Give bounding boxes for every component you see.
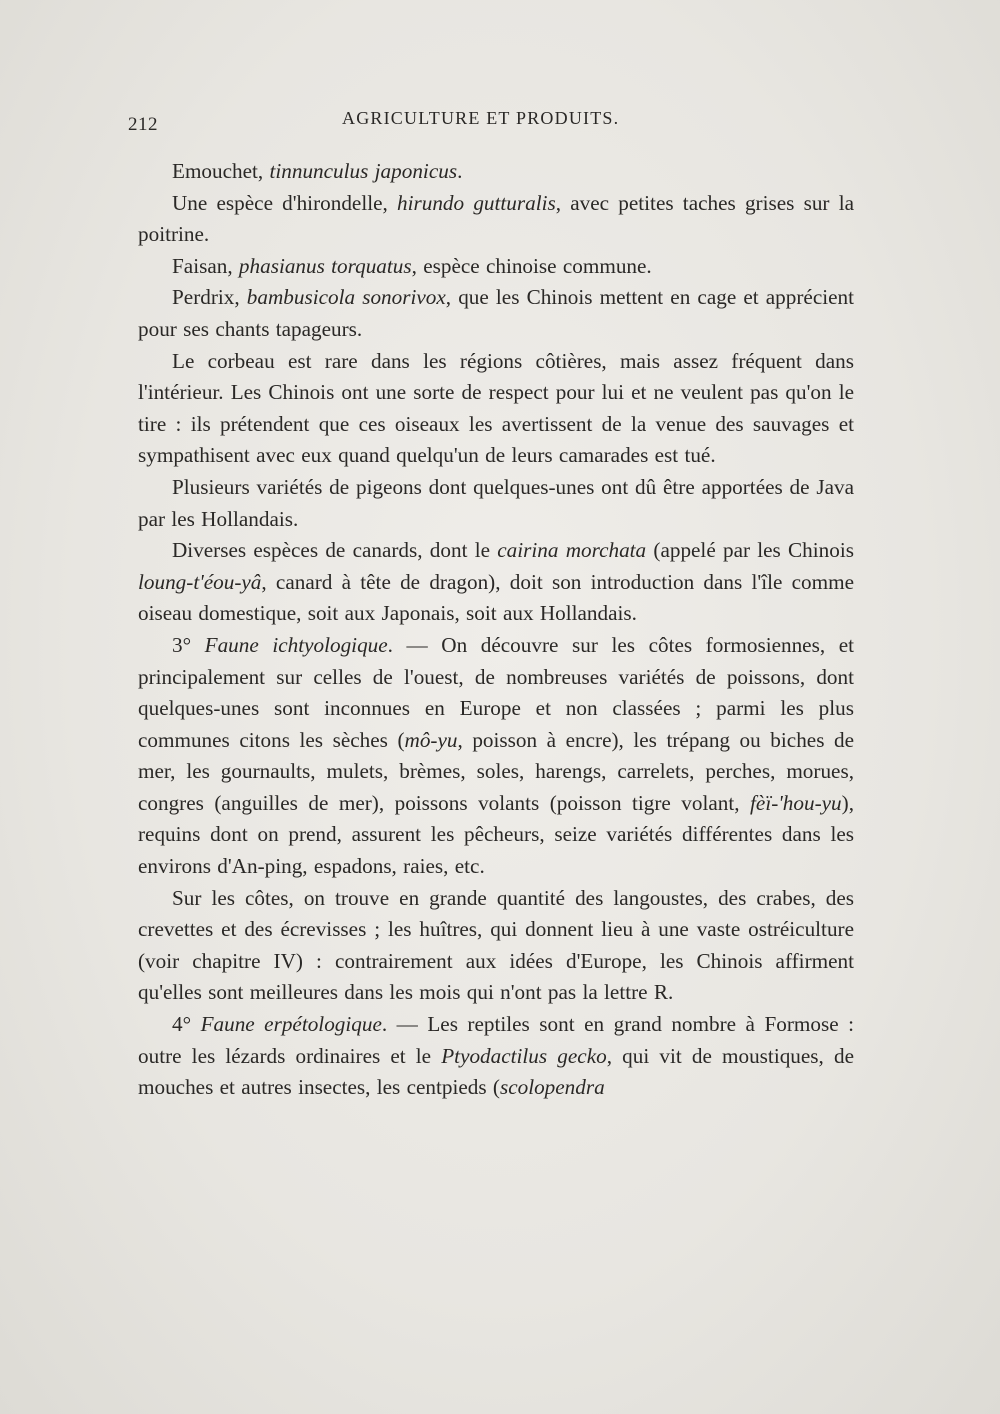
page-header <box>128 108 858 138</box>
paragraph-pigeons: Plusieurs variétés de pigeons dont quelques-unes ont dû être apportées de Java par les Hollandais. <box>138 474 854 531</box>
paragraph-corbeau: Le corbeau est rare dans les régions côtières, mais assez fréquent dans l'intérieur. Les Chinois ont une sorte de respect pour lui et ne veulent pas qu'on le tire : ils prétendent que ces oiseaux les avertissent de la venue des sauvages et sympathisent avec eux quand quelqu'un de leurs camarades est tué. <box>138 348 854 468</box>
paragraph-faune-ichtyologique: 3° Faune ichtyologique. — On découvre sur les côtes formosiennes, et principalement sur celles de l'ouest, de nombreuses variétés de poissons, dont quelques-unes sont inconnues en Europe et non classées ; parmi les plus communes citons les sèches (mô-yu, poisson à encre), les trépang ou biches de mer, les gournaults, mulets, brèmes, soles, harengs, carrelets, perches, morues, congres (anguilles de mer), poissons volants (poisson tigre volant, fèï-'hou-yu), requins dont on prend, assurent les pêcheurs, seize variétés différentes dans les environs d'An-ping, espadons, raies, etc. <box>138 632 854 879</box>
paragraph-perdrix: Perdrix, bambusicola sonorivox, que les Chinois mettent en cage et apprécient pour ses chants tapageurs. <box>138 285 854 341</box>
body-text <box>138 156 854 1104</box>
paragraph-faisan: Faisan, phasianus torquatus, espèce chinoise commune. <box>172 253 652 278</box>
paragraph-emouchet: Emouchet, tinnunculus japonicus. <box>172 159 463 183</box>
running-title: AGRICULTURE ET PRODUITS. <box>342 108 620 128</box>
paragraph-faune-erpetologique: 4° Faune erpétologique. — Les reptiles sont en grand nombre à Formose : outre les lézards ordinaires et le Ptyodactilus gecko, qui vit de moustiques, de mouches et autres insectes, les centpieds (scolopendra <box>138 1012 854 1100</box>
paragraph-hirondelle: Une espèce d'hirondelle, hirundo gutturalis, avec petites taches grises sur la poitrine. <box>138 190 854 247</box>
page-number: 212 <box>128 114 158 135</box>
paragraph-crustaces: Sur les côtes, on trouve en grande quantité des langoustes, des crabes, des crevettes et des écrevisses ; les huîtres, qui donnent lieu à une vaste ostréiculture (voir chapitre IV) : contrairement aux idées d'Europe, les Chinois affirment qu'elles sont meilleures dans les mois qui n'ont pas la lettre R. <box>138 885 854 1005</box>
paragraph-canards: Diverses espèces de canards, dont le cairina morchata (appelé par les Chinois loung-t'éou-yâ, canard à tête de dragon), doit son introduction dans l'île comme oiseau domestique, soit aux Japonais, soit aux Hollandais. <box>138 538 854 626</box>
